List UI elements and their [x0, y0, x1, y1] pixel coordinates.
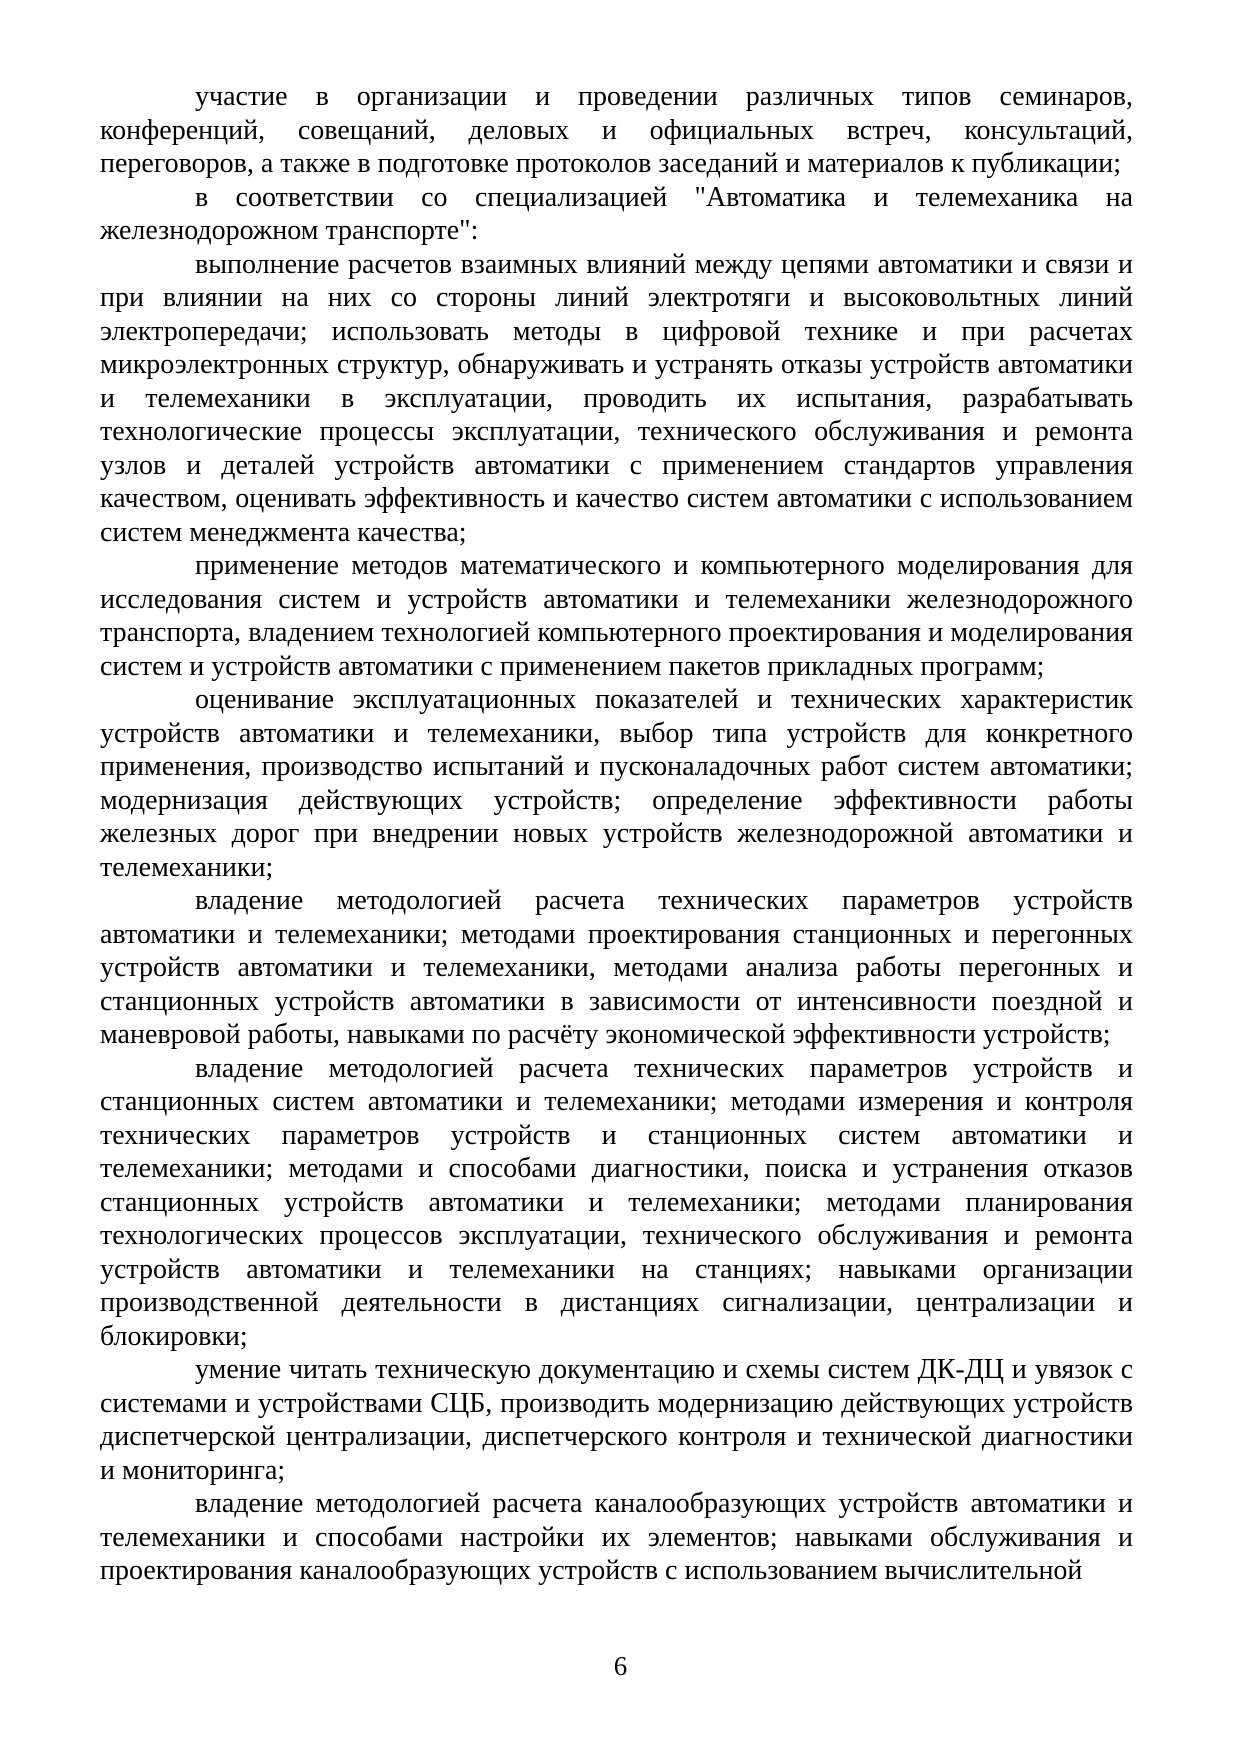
paragraph: оценивание эксплуатационных показателей и технических характеристик устройств автоматики и телемеханики, выбор типа устройств для конкретного применения, производство испытаний и пусконаладочных работ систем автоматики; модернизация действующих устройств; определение эффективности работы железных дорог при внедрении новых устройств железнодорожной автоматики и телемеханики;	[100, 684, 1133, 883]
page-number: 6	[613, 1651, 628, 1681]
paragraph: владение методологией расчета каналообразующих устройств автоматики и телемеханики и способами настройки их элементов; навыками обслуживания и проектирования каналообразующих устройств с использованием вычислительной	[100, 1488, 1133, 1586]
paragraph: участие в организации и проведении различных типов семинаров, конференций, совещаний, деловых и официальных встреч, консультаций, переговоров, а также в подготовке протоколов заседаний и материалов к публикации;	[100, 81, 1133, 179]
paragraph: применение методов математического и компьютерного моделирования для исследования систем и устройств автоматики и телемеханики железнодорожного транспорта, владением технологией компьютерного проектирования и моделирования систем и устройств автоматики с применением пакетов прикладных программ;	[100, 550, 1133, 682]
paragraph: умение читать техническую документацию и схемы систем ДК-ДЦ и увязок с системами и устройствами СЦБ, производить модернизацию действующих устройств диспетчерской централизации, диспетчерского контроля и технической диагностики и мониторинга;	[100, 1354, 1133, 1486]
paragraph: владение методологией расчета технических параметров устройств и станционных систем автоматики и телемеханики; методами измерения и контроля технических параметров устройств и станционных систем автоматики и телемеханики; методами и способами диагностики, поиска и устранения отказов станционных устройств автоматики и телемеханики; методами планирования технологических процессов эксплуатации, технического обслуживания и ремонта устройств автоматики и телемеханики на станциях; навыками организации производственной деятельности в дистанциях сигнализации, централизации и блокировки;	[100, 1052, 1133, 1352]
paragraph: выполнение расчетов взаимных влияний между цепями автоматики и связи и при влиянии на них со стороны линий электротяги и высоковольтных линий электропередачи; использовать методы в цифровой технике и при расчетах микроэлектронных структур, обнаруживать и устранять отказы устройств автоматики и телемеханики в эксплуатации, проводить их испытания, разрабатывать технологические процессы эксплуатации, технического обслуживания и ремонта узлов и деталей устройств автоматики с применением стандартов управления качеством, оценивать эффективность и качество систем автоматики с использованием систем менеджмента качества;	[100, 248, 1133, 548]
text-block	[100, 80, 1133, 1588]
paragraph: владение методологией расчета технических параметров устройств автоматики и телемеханики; методами проектирования станционных и перегонных устройств автоматики и телемеханики, методами анализа работы перегонных и станционных устройств автоматики в зависимости от интенсивности поездной и маневровой работы, навыками по расчёту экономической эффективности устройств;	[100, 885, 1133, 1050]
paragraph: в соответствии со специализацией "Автоматика и телемеханика на железнодорожном транспорте":	[100, 181, 1133, 246]
